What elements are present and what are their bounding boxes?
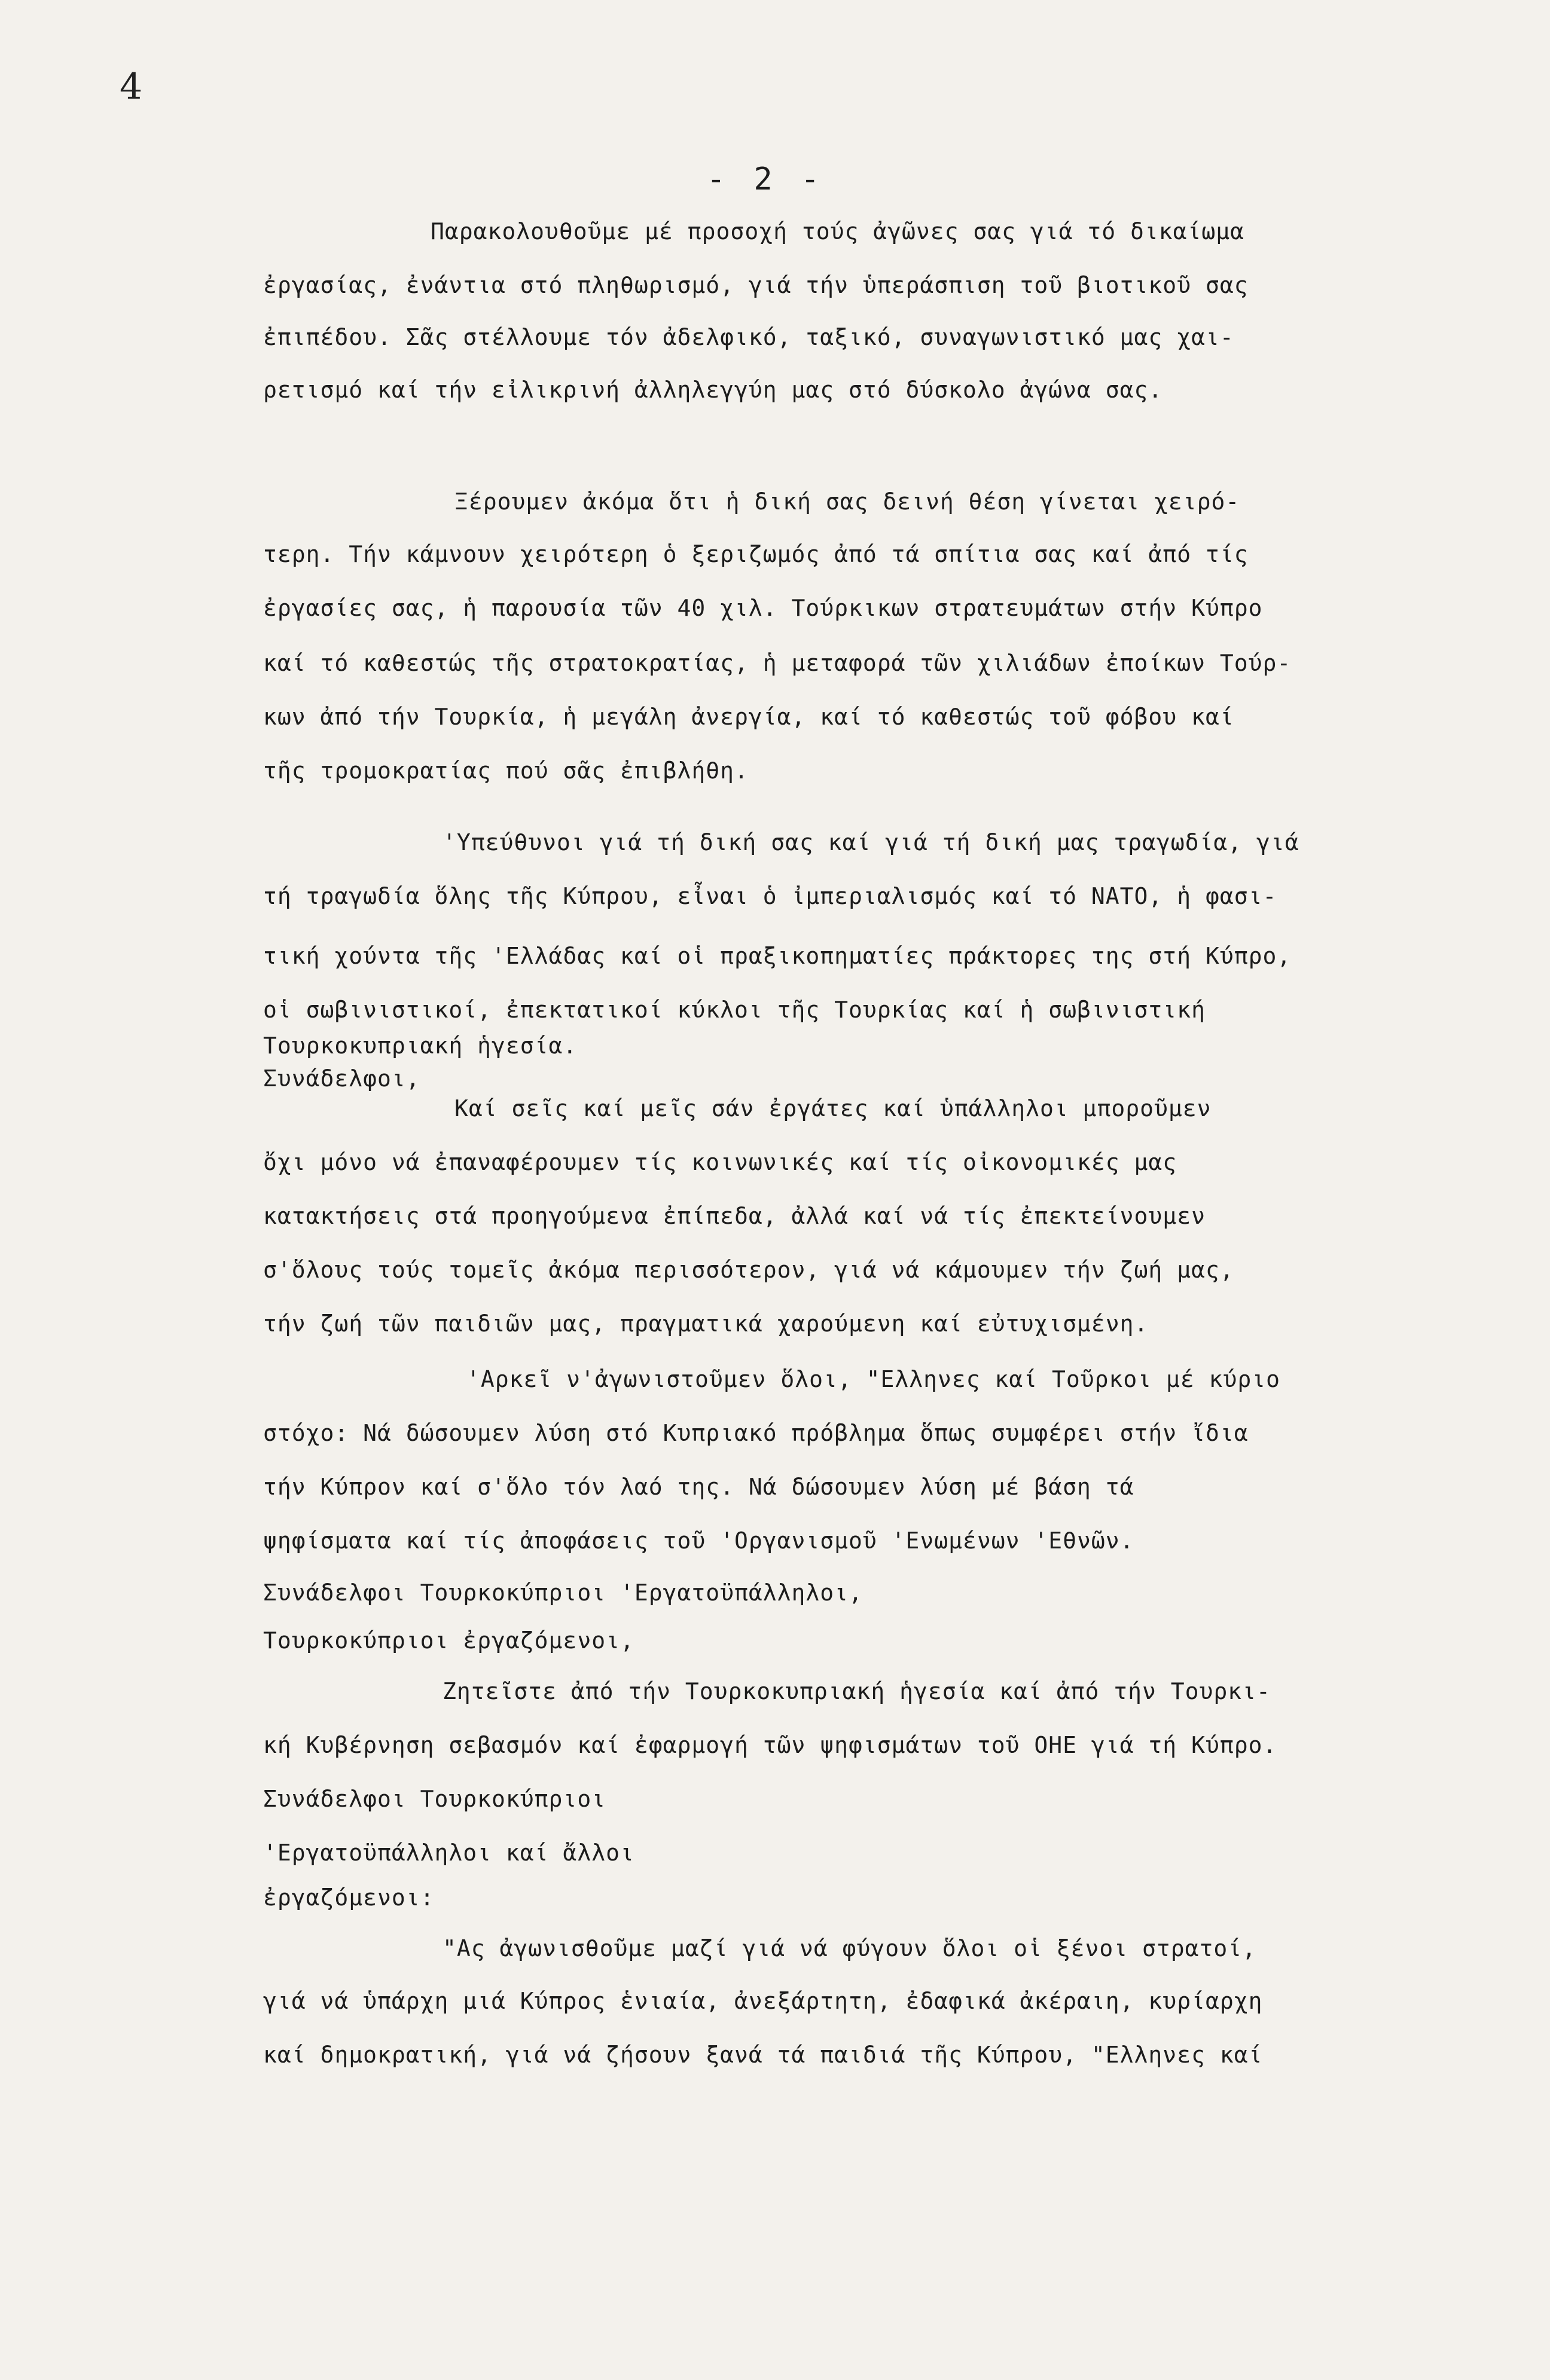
text-line: ἐπιπέδου. Σᾶς στέλλουμε τόν ἀδελφικό, ταξικό, συναγωνιστικό μας χαι-	[263, 324, 1234, 350]
text-line: κατακτήσεις στά προηγούμενα ἐπίπεδα, ἀλλά καί νά τίς ἐπεκτείνουμεν	[263, 1203, 1206, 1229]
text-line: Τουρκοκύπριοι ἐργαζόμενοι,	[263, 1627, 634, 1654]
text-line: "Ας ἀγωνισθοῦμε μαζί γιά νά φύγουν ὅλοι οἱ ξένοι στρατοί,	[443, 1935, 1257, 1962]
text-line: τήν ζωή τῶν παιδιῶν μας, πραγματικά χαρούμενη καί εὐτυχισμένη.	[263, 1310, 1149, 1337]
text-line: ἐργασίες σας, ἡ παρουσία τῶν 40 χιλ. Τούρκικων στρατευμάτων στήν Κύπρο	[263, 595, 1263, 621]
text-line: τῆς τρομοκρατίας πού σᾶς ἐπιβλήθη.	[263, 757, 749, 784]
text-line: σ'ὅλους τούς τομεῖς ἀκόμα περισσότερον, γιά νά κάμουμεν τήν ζωή μας,	[263, 1257, 1234, 1283]
page-number: - 2 -	[706, 161, 825, 197]
text-line: τική χούντα τῆς 'Ελλάδας καί οἱ πραξικοπηματίες πράκτορες της στή Κύπρο,	[263, 943, 1292, 969]
text-line: ἐργασίας, ἐνάντια στό πληθωρισμό, γιά τήν ὑπεράσπιση τοῦ βιοτικοῦ σας	[263, 272, 1249, 298]
handwritten-page-mark: 4	[120, 66, 143, 108]
text-line: 'Υπεύθυνοι γιά τή δική σας καί γιά τή δική μας τραγωδία, γιά	[443, 829, 1299, 856]
text-line: γιά νά ὑπάρχη μιά Κύπρος ἑνιαία, ἀνεξάρτητη, ἐδαφικά ἀκέραιη, κυρίαρχη	[263, 1988, 1263, 2014]
text-line: Ξέρουμεν ἀκόμα ὅτι ἡ δική σας δεινή θέση γίνεται χειρό-	[454, 488, 1240, 515]
text-line: καί δημοκρατική, γιά νά ζήσουν ξανά τά παιδιά τῆς Κύπρου, "Ελληνες καί	[263, 2042, 1263, 2068]
text-line: οἱ σωβινιστικοί, ἐπεκτατικοί κύκλοι τῆς Τουρκίας καί ἡ σωβινιστική	[263, 997, 1206, 1023]
text-line: κων ἀπό τήν Τουρκία, ἡ μεγάλη ἀνεργία, καί τό καθεστώς τοῦ φόβου καί	[263, 704, 1234, 730]
text-line: ρετισμό καί τήν εἰλικρινή ἀλληλεγγύη μας στό δύσκολο ἀγώνα σας.	[263, 377, 1163, 403]
text-line: καί τό καθεστώς τῆς στρατοκρατίας, ἡ μεταφορά τῶν χιλιάδων ἐποίκων Τούρ-	[263, 650, 1292, 676]
text-line: τήν Κύπρον καί σ'ὅλο τόν λαό της. Νά δώσουμεν λύση μέ βάση τά	[263, 1474, 1134, 1500]
text-line: Τουρκοκυπριακή ἡγεσία.	[263, 1032, 578, 1059]
text-line: Καί σεῖς καί μεῖς σάν ἐργάτες καί ὑπάλληλοι μποροῦμεν	[454, 1095, 1212, 1122]
text-line: 'Αρκεῖ ν'ἀγωνιστοῦμεν ὅλοι, "Ελληνες καί Τοῦρκοι μέ κύριο	[466, 1366, 1281, 1392]
text-line: Συνάδελφοι Τουρκοκύπριοι 'Εργατοϋπάλληλοι,	[263, 1579, 863, 1606]
text-line: τή τραγωδία ὅλης τῆς Κύπρου, εἶναι ὁ ἰμπεριαλισμός καί τό ΝΑΤΟ, ἡ φασι-	[263, 883, 1277, 909]
text-line: κή Κυβέρνηση σεβασμόν καί ἐφαρμογή τῶν ψηφισμάτων τοῦ ΟΗΕ γιά τή Κύπρο.	[263, 1732, 1277, 1758]
text-line: ἐργαζόμενοι:	[263, 1884, 435, 1911]
text-line: Συνάδελφοι Τουρκοκύπριοι	[263, 1786, 606, 1812]
text-line: Ζητεῖστε ἀπό τήν Τουρκοκυπριακή ἡγεσία καί ἀπό τήν Τουρκι-	[443, 1678, 1271, 1704]
text-line: 'Εργατοϋπάλληλοι καί ἄλλοι	[263, 1840, 634, 1866]
text-line: ψηφίσματα καί τίς ἀποφάσεις τοῦ 'Οργανισμοῦ 'Ενωμένων 'Εθνῶν.	[263, 1527, 1134, 1554]
text-line: ὄχι μόνο νά ἐπαναφέρουμεν τίς κοινωνικές καί τίς οἰκονομικές μας	[263, 1149, 1177, 1175]
text-line: Παρακολουθοῦμε μέ προσοχή τούς ἀγῶνες σας γιά τό δικαίωμα	[431, 218, 1245, 245]
text-line: Συνάδελφοι,	[263, 1065, 420, 1092]
text-line: τερη. Τήν κάμνουν χειρότερη ὁ ξεριζωμός ἀπό τά σπίτια σας καί ἀπό τίς	[263, 541, 1249, 567]
text-line: στόχο: Νά δώσουμεν λύση στό Κυπριακό πρόβλημα ὅπως συμφέρει στήν ἴδια	[263, 1420, 1249, 1446]
